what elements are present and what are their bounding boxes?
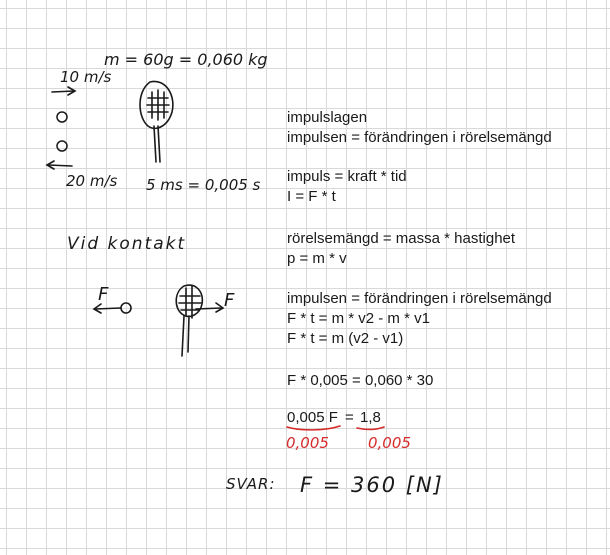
divisor-right: 0,005: [368, 434, 411, 452]
note-equation-1: F * t = m * v2 - m * v1: [287, 310, 430, 327]
note-impulse-definition: impulsen = förändringen i rörelsemängd: [287, 129, 552, 146]
outgoing-arrow-icon: [47, 161, 72, 169]
ball-icon: [57, 141, 67, 151]
time-label: 5 ms = 0,005 s: [146, 176, 261, 194]
note-equation-2: F * t = m (v2 - v1): [287, 330, 404, 347]
answer-value: F = 360 [N]: [300, 473, 444, 497]
racket-contact-icon: [176, 285, 223, 356]
note-impulse-definition-2: impulsen = förändringen i rörelsemängd: [287, 290, 552, 307]
answer-label: SVAR:: [226, 475, 276, 493]
incoming-speed-label: 10 m/s: [60, 68, 112, 86]
note-momentum-words: rörelsemängd = massa * hastighet: [287, 230, 516, 247]
incoming-arrow-icon: [52, 87, 75, 95]
contact-heading: Vid kontakt: [67, 234, 187, 254]
racket-icon: [140, 81, 173, 162]
note-momentum-formula: p = m * v: [287, 250, 347, 267]
note-equation-numbers: F * 0,005 = 0,060 * 30: [287, 372, 434, 389]
note-impulse-formula-words: impuls = kraft * tid: [287, 168, 407, 185]
force-right-label: F: [224, 290, 235, 311]
divisor-left: 0,005: [286, 434, 329, 452]
note-equation-left: 0,005 F: [287, 409, 338, 426]
note-equation-right: 1,8: [360, 409, 381, 426]
note-impulse-law: impulslagen: [287, 109, 368, 126]
mass-label: m = 60g = 0,060 kg: [104, 50, 268, 69]
note-equation-equals: =: [345, 409, 354, 426]
outgoing-speed-label: 20 m/s: [66, 172, 118, 190]
note-impulse-formula: I = F * t: [287, 188, 336, 205]
ball-icon: [57, 112, 67, 122]
force-left-label: F: [98, 284, 109, 305]
